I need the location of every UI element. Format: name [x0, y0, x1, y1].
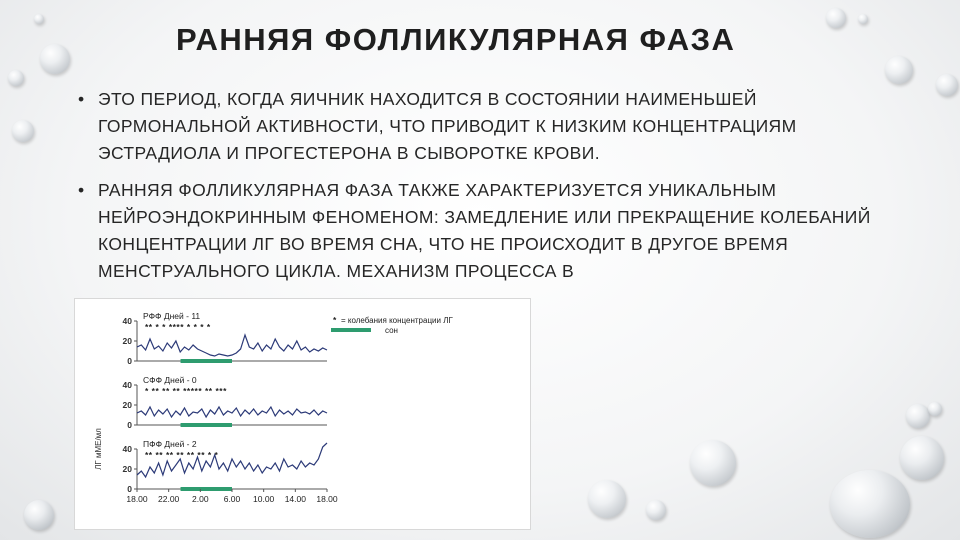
slide-title: РАННЯЯ ФОЛЛИКУЛЯРНАЯ ФАЗА — [176, 22, 736, 57]
water-drop-decoration — [826, 8, 846, 28]
legend-marker: * — [333, 315, 337, 325]
y-tick-label: 0 — [127, 356, 132, 366]
water-drop-decoration — [12, 120, 34, 142]
sleep-bar — [181, 423, 232, 427]
water-drop-decoration — [24, 500, 54, 530]
sleep-bar — [181, 359, 232, 363]
y-tick-label: 20 — [122, 464, 132, 474]
sleep-bar — [181, 487, 232, 491]
x-tick-label: 10.00 — [253, 494, 275, 504]
panel-label: ПФФ Дней - 2 — [143, 439, 197, 449]
y-tick-label: 40 — [122, 316, 132, 326]
x-tick-label: 6.00 — [223, 494, 241, 504]
panel-label: РФФ Дней - 11 — [143, 311, 201, 321]
pulse-asterisks: * ** ** ** ***** ** *** — [145, 386, 227, 396]
y-tick-label: 40 — [122, 444, 132, 454]
legend-pulse-label: = колебания концентрации ЛГ — [341, 316, 453, 325]
x-tick-label: 18.00 — [316, 494, 338, 504]
bullet-item — [78, 177, 878, 285]
y-tick-label: 0 — [127, 484, 132, 494]
legend-sleep-swatch — [331, 328, 371, 332]
bullet-text: ЭТО ПЕРИОД, КОГДА ЯИЧНИК НАХОДИТСЯ В СОСТОЯНИИ НАИМЕНЬШЕЙ ГОРМОНАЛЬНОЙ АКТИВНОСТИ, ЧТО ПРИВОДИТ К НИЗКИМ КОНЦЕНТРАЦИЯМ ЭСТРАДИОЛА И ПРОГЕСТЕРОНА В СЫВОРОТКЕ КРОВИ. — [98, 89, 797, 163]
panel-label: СФФ Дней - 0 — [143, 375, 197, 385]
water-drop-decoration — [928, 402, 942, 416]
pulse-asterisks: ** ** ** ** ** ** * * — [145, 450, 219, 460]
y-tick-label: 20 — [122, 336, 132, 346]
lh-series-line — [137, 407, 327, 417]
water-drop-decoration — [34, 14, 44, 24]
water-drop-decoration — [936, 74, 958, 96]
bullet-text: РАННЯЯ ФОЛЛИКУЛЯРНАЯ ФАЗА ТАКЖЕ ХАРАКТЕРИЗУЕТСЯ УНИКАЛЬНЫМ НЕЙРОЭНДОКРИННЫМ ФЕНОМЕНОМ: ЗАМЕДЛЕНИЕ ИЛИ ПРЕКРАЩЕНИЕ КОЛЕБАНИЙ КОНЦЕНТРАЦИИ ЛГ ВО ВРЕМЯ СНА, ЧТО НЕ ПРОИСХОДИТ В ДРУГОЕ ВРЕМЯ МЕНСТРУАЛЬНОГО ЦИКЛА. МЕХАНИЗМ ПРОЦЕССА В — [98, 180, 871, 281]
x-tick-label: 14.00 — [284, 494, 306, 504]
x-tick-label: 18.00 — [126, 494, 148, 504]
y-tick-label: 0 — [127, 420, 132, 430]
bullet-marker: • — [78, 89, 85, 109]
water-drop-decoration — [40, 44, 70, 74]
water-drop-decoration — [830, 470, 910, 538]
pulse-asterisks: ** * * **** * * * * — [145, 322, 211, 332]
legend-sleep-label: сон — [385, 326, 398, 335]
water-drop-decoration — [900, 436, 944, 480]
x-tick-label: 22.00 — [158, 494, 180, 504]
bullet-list — [78, 86, 878, 295]
bullet-item — [78, 86, 878, 167]
water-drop-decoration — [858, 14, 868, 24]
y-tick-label: 40 — [122, 380, 132, 390]
water-drop-decoration — [8, 70, 24, 86]
lh-series-line — [137, 335, 327, 356]
lh-pulse-chart — [74, 298, 531, 530]
water-drop-decoration — [906, 404, 930, 428]
lh-chart-svg — [75, 299, 530, 529]
bullet-marker: • — [78, 180, 85, 200]
water-drop-decoration — [885, 56, 913, 84]
water-drop-decoration — [588, 480, 626, 518]
x-tick-label: 2.00 — [192, 494, 209, 504]
water-drop-decoration — [690, 440, 736, 486]
water-drop-decoration — [646, 500, 666, 520]
y-tick-label: 20 — [122, 400, 132, 410]
y-axis-label: ЛГ мМЕ/мл — [94, 428, 103, 470]
